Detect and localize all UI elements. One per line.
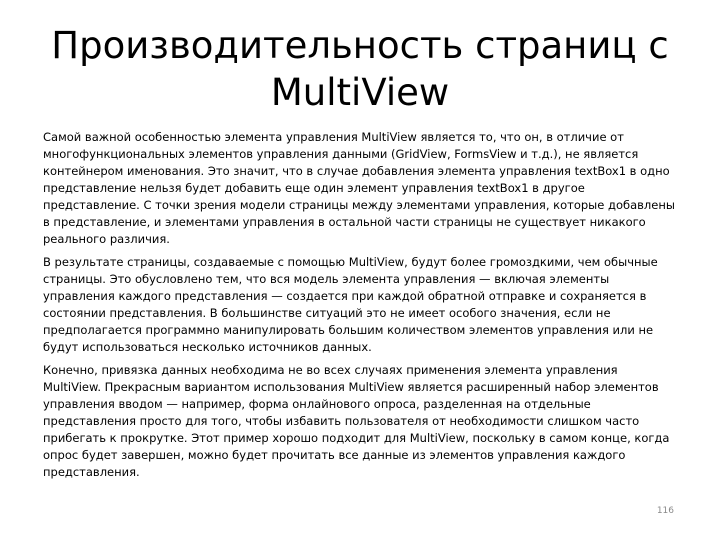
body-paragraph: Самой важной особенностью элемента управления MultiView является то, что он, в отличие от многофункциональных элементов управления данными (GridView, FormsView и т.д.), не является контейнером именования. Это значит, что в случае добавления элемента управления textBox1 в одно представление нельзя будет добавить еще один элемент управления textBox1 в другое представление. С точки зрения модели страницы между элементами управления, которые добавлены в представление, и элементами управления в остальной части страницы не существует никакого реального различия. xyxy=(43,130,675,246)
body-paragraph: В результате страницы, создаваемые с помощью MultiView, будут более громоздкими, чем обычные страницы. Это обусловлено тем, что вся модель элемента управления — включая элементы управления каждого представления — создается при каждой обратной отправке и сохраняется в состоянии представления. В большинстве ситуаций это не имеет особого значения, если не предполагается программно манипулировать большим количеством элементов управления или не будут использоваться несколько источников данных. xyxy=(43,255,658,354)
body-paragraph: Конечно, привязка данных необходима не во всех случаях применения элемента управления MultiView. Прекрасным вариантом использования MultiView является расширенный набор элементов управления вводом — например, форма онлайнового опроса, разделенная на отдельные представления просто для того, чтобы избавить пользователя от необходимости слишком часто прибегать к прокрутке. Этот пример хорошо подходит для MultiView, поскольку в самом конце, когда опрос будет завершен, можно будет прочитать все данные из элементов управления каждого представления. xyxy=(43,363,670,479)
page-number: 116 xyxy=(656,506,674,516)
slide-title: Производительность страниц с MultiView xyxy=(51,24,669,114)
slide-body xyxy=(43,129,679,487)
